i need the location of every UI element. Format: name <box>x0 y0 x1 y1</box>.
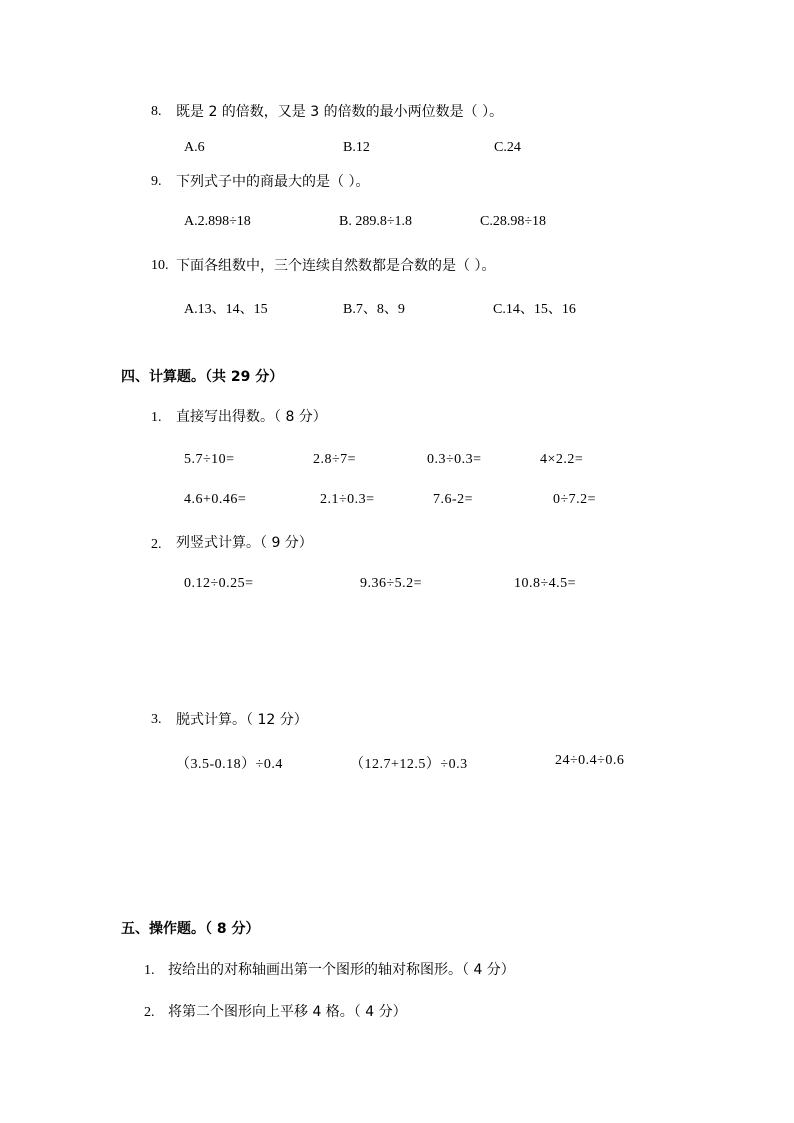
section-5-title: 五、操作题。（ 8 分） <box>121 921 260 937</box>
question-9-text: 下列式子中的商最大的是（ ）。 <box>176 174 370 190</box>
s4-q1-expr: 2.8÷7= <box>313 452 357 467</box>
question-8-number: 8. <box>151 104 162 119</box>
s4-q3-text: 脱式计算。（ 12 分） <box>176 712 308 728</box>
question-9-option-c: C.28.98÷18 <box>480 214 547 229</box>
s4-q1-expr: 4.6+0.46= <box>184 492 247 507</box>
s4-q1-number: 1. <box>151 410 162 425</box>
question-10-text: 下面各组数中，三个连续自然数都是合数的是（ ）。 <box>176 258 496 274</box>
s4-q3-expr: （3.5-0.18）÷0.4 <box>176 757 283 772</box>
s5-q2-text: 将第二个图形向上平移 4 格。（ 4 分） <box>168 1004 407 1020</box>
section-4-title: 四、计算题。（共 29 分） <box>121 369 284 385</box>
s4-q2-expr: 0.12÷0.25= <box>184 576 254 591</box>
s4-q2-expr: 10.8÷4.5= <box>514 576 577 591</box>
question-10-option-c: C.14、15、16 <box>493 302 576 317</box>
question-9-number: 9. <box>151 174 162 189</box>
s4-q2-expr: 9.36÷5.2= <box>360 576 423 591</box>
question-8-text: 既是 2 的倍数，又是 3 的倍数的最小两位数是（ ）。 <box>176 104 504 120</box>
question-10-number: 10. <box>151 258 169 273</box>
question-10-option-b: B.7、8、9 <box>343 302 405 317</box>
s5-q2-number: 2. <box>144 1005 155 1020</box>
question-8-option-a: A.6 <box>184 140 205 155</box>
s4-q2-number: 2. <box>151 537 162 552</box>
s4-q3-number: 3. <box>151 712 162 727</box>
s4-q1-expr: 2.1÷0.3= <box>320 492 375 507</box>
s4-q1-text: 直接写出得数。（ 8 分） <box>176 409 327 425</box>
s5-q1-text: 按给出的对称轴画出第一个图形的轴对称图形。（ 4 分） <box>168 962 515 978</box>
question-8-option-b: B.12 <box>343 140 370 155</box>
s4-q1-expr: 0.3÷0.3= <box>427 452 482 467</box>
s4-q1-expr: 5.7÷10= <box>184 452 235 467</box>
s4-q1-expr: 4×2.2= <box>540 452 584 467</box>
s4-q1-expr: 7.6-2= <box>433 492 474 507</box>
s4-q3-expr: 24÷0.4÷0.6 <box>555 753 625 768</box>
s4-q3-expr: （12.7+12.5）÷0.3 <box>350 757 468 772</box>
s5-q1-number: 1. <box>144 963 155 978</box>
question-9-option-a: A.2.898÷18 <box>184 214 251 229</box>
question-9-option-b: B. 289.8÷1.8 <box>339 214 413 229</box>
s4-q2-text: 列竖式计算。（ 9 分） <box>176 535 313 551</box>
s4-q1-expr: 0÷7.2= <box>553 492 597 507</box>
question-10-option-a: A.13、14、15 <box>184 302 268 317</box>
question-8-option-c: C.24 <box>494 140 521 155</box>
